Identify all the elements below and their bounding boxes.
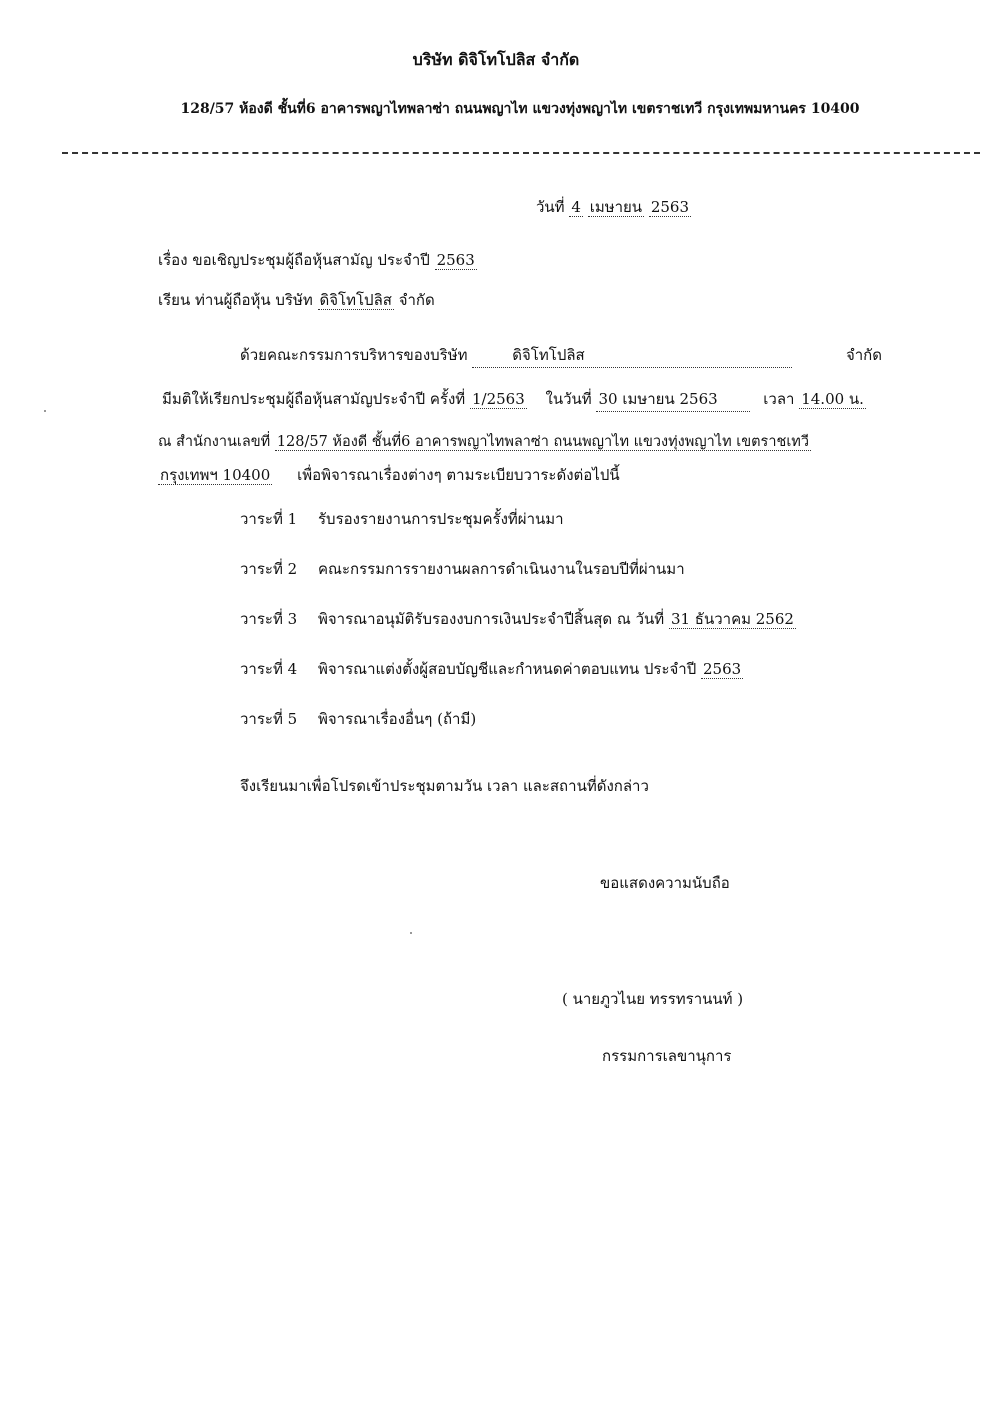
date-label: วันที่	[536, 198, 565, 216]
subject-text: ขอเชิญประชุมผู้ถือหุ้นสามัญ ประจำปี	[192, 251, 430, 269]
body-company: ดิจิโทโปลิส	[472, 343, 792, 368]
body-line-3	[158, 430, 811, 453]
agenda-text: คณะกรรมการรายงานผลการดำเนินงานในรอบปีที่ผ่านมา	[318, 560, 685, 578]
date-year: 2563	[650, 198, 690, 216]
signatory-position: กรรมการเลขานุการ	[602, 1047, 732, 1065]
agenda-text: พิจารณาแต่งตั้งผู้สอบบัญชีและกำหนดค่าตอบแทน ประจำปี	[318, 660, 697, 678]
recipient-company: ดิจิโทโปลิส	[319, 291, 392, 309]
meeting-number: 1/2563	[471, 390, 525, 408]
recipient-suffix: จำกัด	[398, 291, 435, 309]
agenda-number: วาระที่ 3	[240, 610, 298, 628]
letter-date	[536, 195, 691, 219]
signatory-name: ( นายภูวไนย ทรรทรานนท์ )	[562, 990, 744, 1008]
agenda-item	[240, 707, 476, 731]
agenda-item	[240, 607, 796, 631]
venue-city: กรุงเทพฯ 10400	[160, 466, 271, 484]
subject-line	[158, 248, 477, 272]
recipient-line	[158, 288, 435, 312]
body-line1-prefix: ด้วยคณะกรรมการบริหารของบริษัท	[240, 346, 468, 364]
agenda-number: วาระที่ 5	[240, 710, 298, 728]
company-address: 128/57 ห้องดี ชั้นที่6 อาคารพญาไทพลาซ่า ถนนพญาไท แขวงทุ่งพญาไท เขตราชเทวี กรุงเทพมหานคร 10400	[180, 101, 860, 117]
body-line3-prefix: ณ สำนักงานเลขที่	[158, 434, 271, 450]
body-line1-suffix: จำกัด	[845, 346, 882, 364]
agenda-text: พิจารณาอนุมัติรับรองงบการเงินประจำปีสิ้นสุด ณ วันที่	[318, 610, 665, 628]
agenda-number: วาระที่ 1	[240, 510, 298, 528]
header-divider	[62, 152, 980, 154]
agenda-item	[240, 507, 564, 531]
recipient-text: ท่านผู้ถือหุ้น บริษัท	[195, 291, 313, 309]
company-name: บริษัท ดิจิโทโปลิส จำกัด	[412, 50, 580, 69]
date-month: เมษายน	[589, 198, 643, 216]
body-line-1	[240, 343, 882, 368]
recipient-label: เรียน	[158, 291, 191, 309]
meeting-time: 14.00 น.	[801, 390, 864, 408]
venue-address: 128/57 ห้องดี ชั้นที่6 อาคารพญาไทพลาซ่า ถนนพญาไท แขวงทุ่งพญาไท เขตราชเทวี	[276, 434, 809, 450]
body-line2-prefix: มีมติให้เรียกประชุมผู้ถือหุ้นสามัญประจำปี ครั้งที่	[162, 390, 466, 408]
time-label: เวลา	[763, 390, 795, 408]
scan-speck	[44, 410, 46, 412]
agenda-fill: 31 ธันวาคม 2562	[670, 610, 794, 628]
regards: ขอแสดงความนับถือ	[600, 874, 730, 892]
body-line-2	[162, 387, 866, 412]
body-line-4	[158, 463, 620, 487]
agenda-item	[240, 557, 685, 581]
agenda-fill: 2563	[703, 660, 742, 678]
date-day: 4	[571, 198, 581, 216]
on-date-label: ในวันที่	[545, 390, 592, 408]
scan-speck	[410, 932, 412, 934]
agenda-item	[240, 657, 743, 681]
closing-line: จึงเรียนมาเพื่อโปรดเข้าประชุมตามวัน เวลา และสถานที่ดังกล่าว	[240, 777, 649, 795]
body-line4-suffix: เพื่อพิจารณาเรื่องต่างๆ ตามระเบียบวาระดังต่อไปนี้	[297, 466, 620, 484]
agenda-number: วาระที่ 2	[240, 560, 298, 578]
subject-label: เรื่อง	[158, 251, 188, 269]
agenda-text: รับรองรายงานการประชุมครั้งที่ผ่านมา	[318, 510, 564, 528]
agenda-text: พิจารณาเรื่องอื่นๆ (ถ้ามี)	[318, 710, 477, 728]
agenda-number: วาระที่ 4	[240, 660, 298, 678]
meeting-date: 30 เมษายน 2563	[596, 387, 750, 412]
subject-year: 2563	[436, 251, 475, 269]
